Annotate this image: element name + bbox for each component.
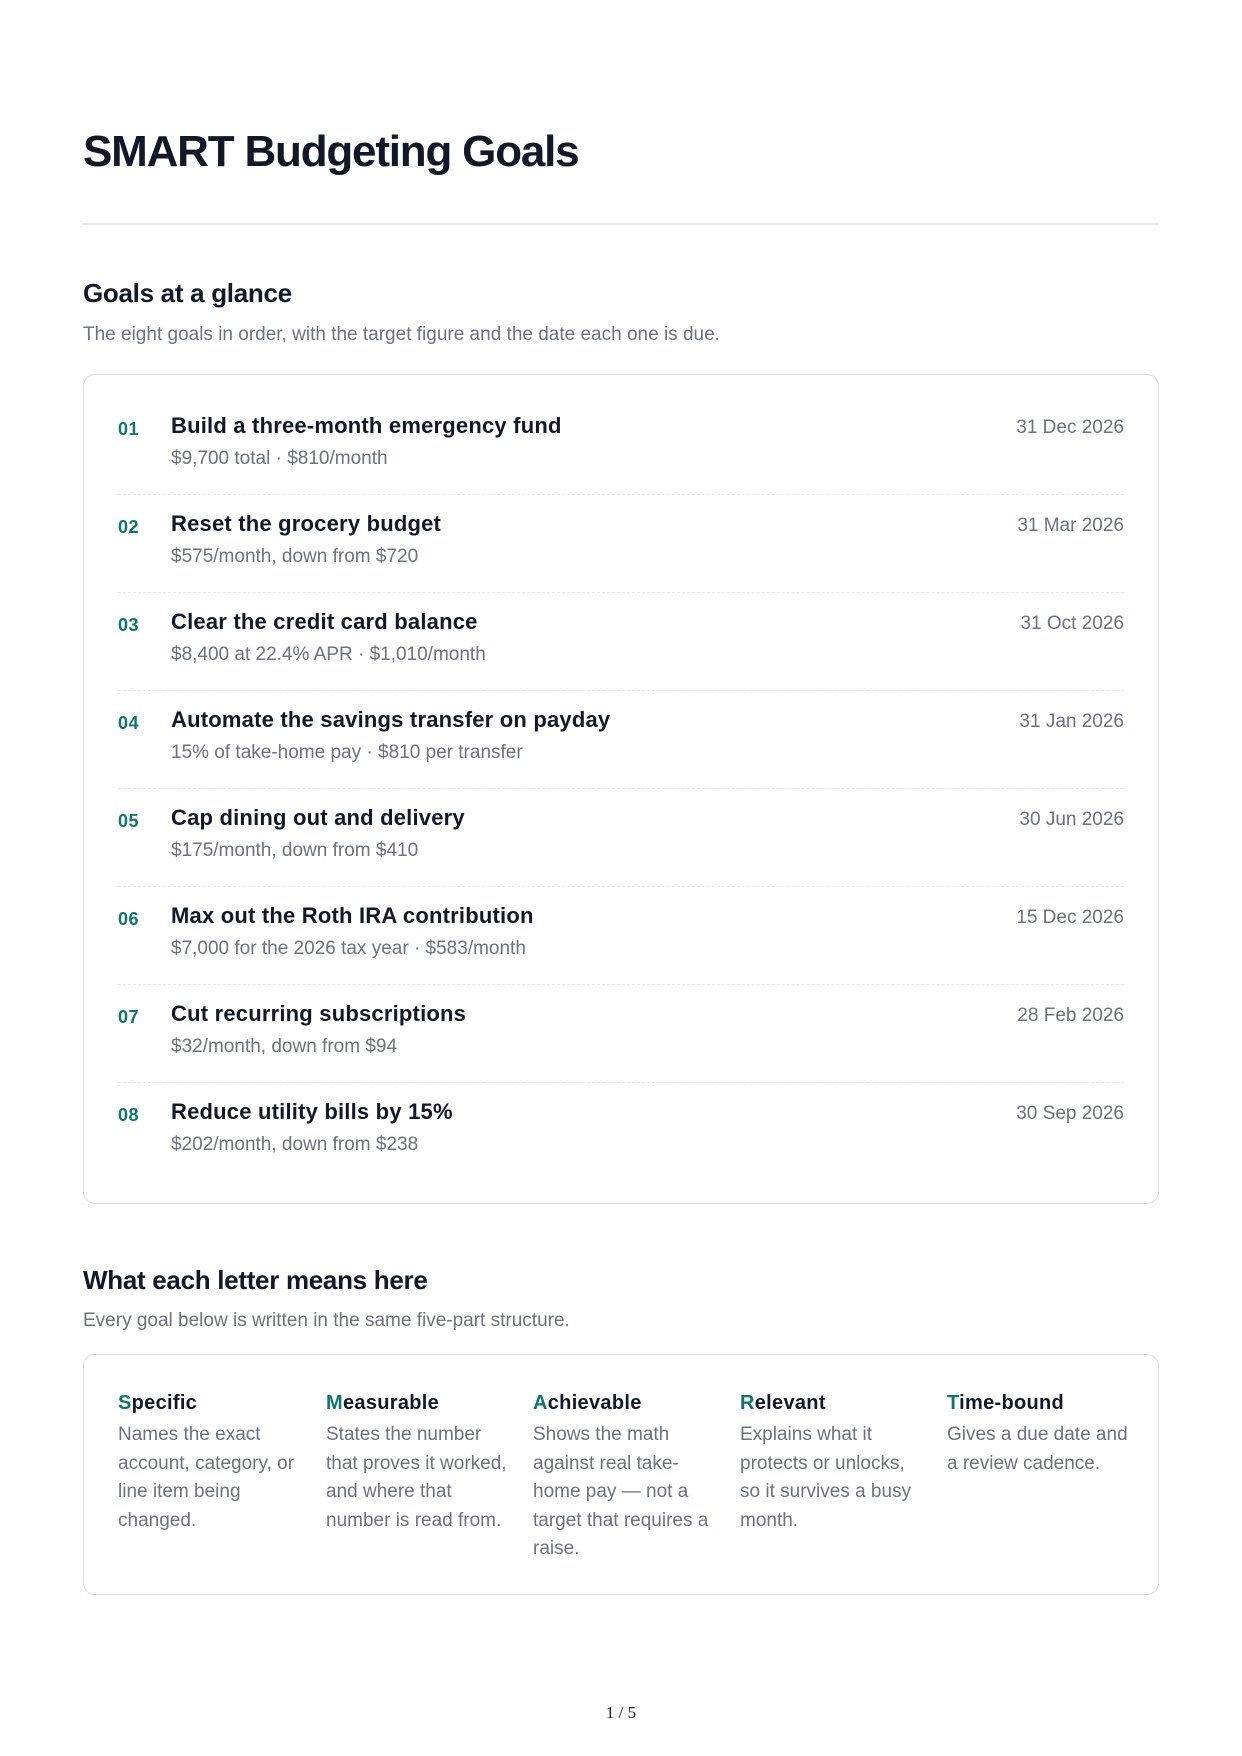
goal-due-date: 31 Dec 2026 [1016,417,1124,438]
goal-title: Cap dining out and delivery [171,805,465,830]
goal-due-date: 28 Feb 2026 [1017,1005,1124,1026]
smart-item-specific [118,1389,300,1535]
smart-item-achievable [533,1389,715,1564]
goal-detail: $7,000 for the 2026 tax year · $583/month [171,938,526,959]
goal-row [118,985,1124,1083]
smart-item-relevant [740,1389,922,1535]
goal-row [118,691,1124,789]
goal-row [118,397,1124,495]
smart-initial: R [740,1392,755,1414]
goal-row [118,1083,1124,1181]
goal-title: Reduce utility bills by 15% [171,1099,453,1124]
goal-due-date: 15 Dec 2026 [1016,907,1124,928]
smart-description: States the number that proves it worked, and where that number is read from. [326,1424,507,1531]
goal-detail: $175/month, down from $410 [171,840,419,861]
letters-heading: What each letter means here [83,1265,428,1295]
goal-detail: $8,400 at 22.4% APR · $1,010/month [171,644,486,665]
smart-item-measurable [326,1389,508,1535]
goal-number: 06 [118,909,140,929]
smart-label-rest: elevant [754,1392,826,1414]
smart-description: Shows the math against real take-home pay — not a target that requires a raise. [533,1424,709,1559]
smart-label-rest: pecific [131,1392,198,1414]
goal-number: 02 [118,517,140,537]
smart-initial: A [533,1392,548,1414]
glance-description: The eight goals in order, with the target figure and the date each one is due. [83,324,720,345]
goal-title: Reset the grocery budget [171,511,442,536]
smart-description: Explains what it protects or unlocks, so it survives a busy month. [740,1424,912,1531]
goal-row [118,789,1124,887]
goal-title: Build a three-month emergency fund [171,413,562,438]
smart-label-rest: chievable [547,1392,642,1414]
goal-number: 07 [118,1007,140,1027]
goal-title: Max out the Roth IRA contribution [171,903,534,928]
title-divider [83,223,1159,225]
smart-label [740,1389,922,1417]
goal-detail: $202/month, down from $238 [171,1134,419,1155]
goal-row [118,593,1124,691]
goal-number: 08 [118,1105,140,1125]
goal-due-date: 31 Oct 2026 [1020,613,1124,634]
smart-initial: M [326,1392,343,1414]
smart-initial: T [947,1392,960,1414]
goal-detail: $32/month, down from $94 [171,1036,398,1057]
smart-item-time-bound [947,1389,1129,1478]
goal-title: Automate the savings transfer on payday [171,707,611,732]
goal-detail: $9,700 total · $810/month [171,448,388,469]
goal-row [118,887,1124,985]
smart-letters-card [83,1354,1159,1595]
glance-heading: Goals at a glance [83,278,292,308]
smart-description: Names the exact account, category, or line item being changed. [118,1424,295,1531]
goal-number: 03 [118,615,140,635]
smart-description: Gives a due date and a review cadence. [947,1424,1128,1474]
smart-label [533,1389,715,1417]
goal-title: Cut recurring subscriptions [171,1001,467,1026]
goal-due-date: 30 Sep 2026 [1016,1103,1124,1124]
goal-detail: $575/month, down from $720 [171,546,419,567]
goal-due-date: 31 Jan 2026 [1019,711,1124,732]
goal-detail: 15% of take-home pay · $810 per transfer [171,742,523,763]
goal-number: 01 [118,419,140,439]
page-title: SMART Budgeting Goals [83,127,579,176]
goal-number: 04 [118,713,140,733]
smart-label [326,1389,508,1417]
smart-label [118,1389,300,1417]
smart-label-rest: easurable [342,1392,440,1414]
page-indicator: 1 / 5 [605,1703,637,1722]
smart-label-rest: ime-bound [959,1392,1065,1414]
goal-due-date: 30 Jun 2026 [1019,809,1124,830]
smart-label [947,1389,1129,1417]
letters-description: Every goal below is written in the same five-part structure. [83,1310,570,1331]
goal-number: 05 [118,811,140,831]
goal-row [118,495,1124,593]
goal-title: Clear the credit card balance [171,609,478,634]
goal-due-date: 31 Mar 2026 [1017,515,1124,536]
goals-card [83,374,1159,1204]
smart-initial: S [118,1392,132,1414]
